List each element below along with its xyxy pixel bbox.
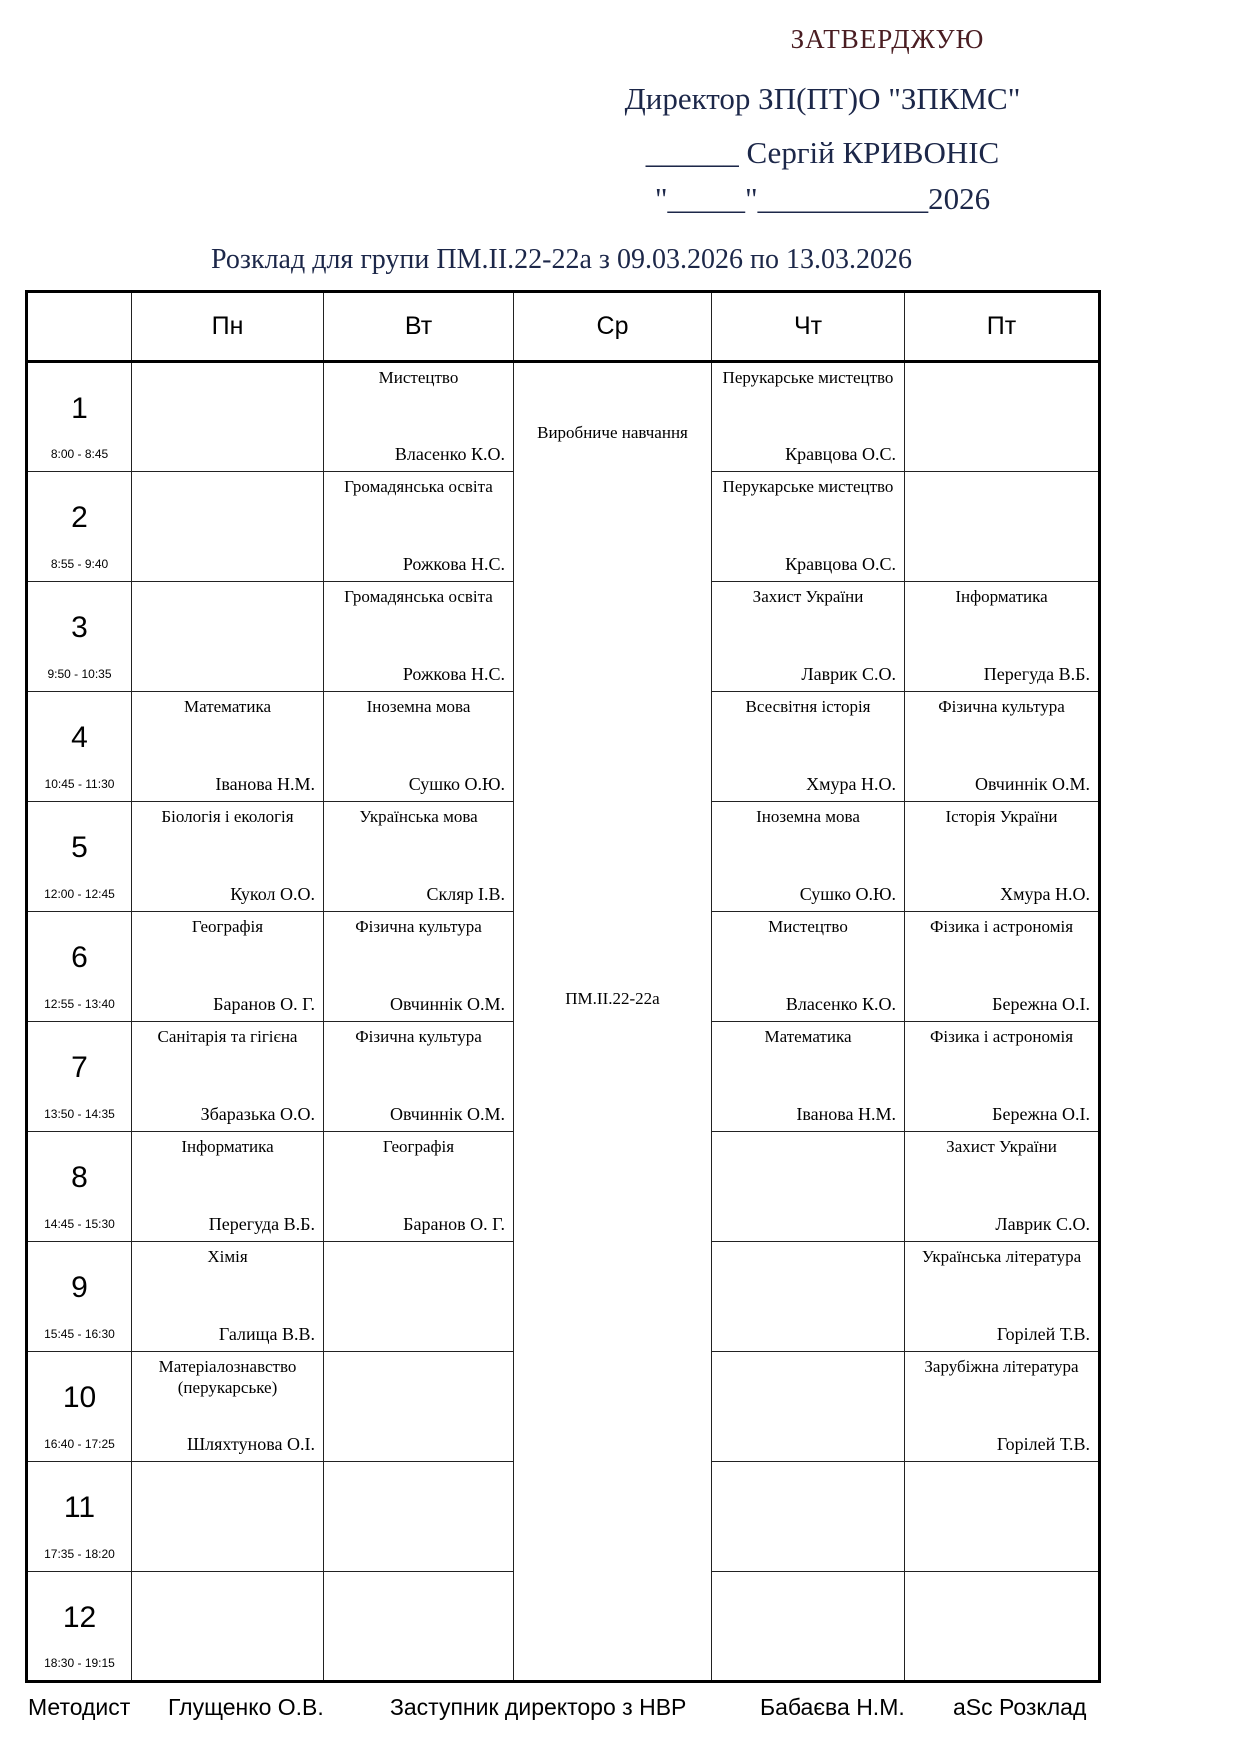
period-time: 18:30 - 19:15 [44, 1656, 115, 1670]
lesson-cell-mon [132, 1132, 324, 1242]
lesson-cell-fri [905, 692, 1100, 802]
period-number: 7 [71, 1051, 88, 1084]
lesson-cell-fri [905, 362, 1100, 472]
teacher-label: Перегуда В.Б. [208, 1214, 315, 1234]
footer-methodist-name: Глущенко О.В. [168, 1694, 324, 1720]
subject-label: Фізика і астрономія [929, 1027, 1074, 1046]
period-number: 4 [71, 721, 88, 754]
lesson-cell-thu [712, 362, 905, 472]
teacher-label: Кравцова О.С. [785, 554, 896, 574]
lesson-cell-mon [132, 912, 324, 1022]
lesson-cell-fri [905, 472, 1100, 582]
period-number: 11 [63, 1491, 96, 1524]
schedule-body [27, 362, 1100, 1682]
teacher-label: Овчиннік О.М. [389, 994, 505, 1014]
subject-label: Математика [183, 697, 272, 716]
period-time: 14:45 - 15:30 [44, 1217, 115, 1231]
lesson-cell-tue [324, 1352, 514, 1462]
subject-label: Фізична культура [355, 917, 482, 936]
subject-label: Мистецтво [378, 368, 459, 387]
lesson-cell-tue [324, 1242, 514, 1352]
subject-label: Хімія [207, 1247, 248, 1266]
wednesday-group-label: ПМ.ІІ.22-22а [565, 988, 660, 1008]
lesson-cell-thu [712, 582, 905, 692]
teacher-label: Горілей Т.В. [996, 1324, 1090, 1344]
footer-deputy-name: Бабаєва Н.М. [760, 1694, 905, 1720]
period-cell [27, 362, 132, 472]
page-title: Розклад для групи ПМ.ІІ.22-22а з 09.03.2026 по 13.03.2026 [211, 244, 912, 275]
lesson-cell-tue [324, 1572, 514, 1682]
teacher-label: Іванова Н.М. [215, 774, 315, 794]
subject-label: Інформатика [181, 1137, 274, 1156]
teacher-label: Іванова Н.М. [796, 1104, 896, 1124]
lesson-cell-fri [905, 1462, 1100, 1572]
footer [0, 1694, 1241, 1728]
teacher-label: Бережна О.І. [992, 1104, 1090, 1124]
lesson-cell-tue [324, 912, 514, 1022]
period-number: 9 [71, 1271, 88, 1304]
subject-label: Фізика і астрономія [929, 917, 1074, 936]
corner-cell [27, 292, 132, 362]
subject-label: Географія [382, 1137, 455, 1156]
lesson-cell-thu [712, 1462, 905, 1572]
period-time: 17:35 - 18:20 [44, 1547, 115, 1561]
period-cell [27, 1462, 132, 1572]
signature-line: ______ Сергій КРИВОНІС [645, 135, 1000, 170]
period-cell [27, 582, 132, 692]
period-number: 5 [71, 831, 88, 864]
day-header-row [27, 292, 1100, 362]
lesson-cell-mon [132, 1242, 324, 1352]
period-number: 8 [71, 1161, 88, 1194]
teacher-label: Скляр І.В. [426, 884, 505, 904]
lesson-cell-fri [905, 1242, 1100, 1352]
period-cell [27, 1572, 132, 1682]
lesson-cell-fri [905, 1572, 1100, 1682]
date-line: "_____"___________2026 [654, 181, 991, 216]
teacher-label: Збаразька О.О. [200, 1104, 315, 1124]
teacher-label: Власенко К.О. [394, 444, 505, 464]
day-header-3: Чт [712, 292, 905, 362]
period-number: 2 [71, 501, 88, 534]
lesson-cell-mon [132, 692, 324, 802]
lesson-cell-mon [132, 472, 324, 582]
teacher-label: Власенко К.О. [785, 994, 896, 1014]
period-cell [27, 1352, 132, 1462]
subject-label: Українська мова [359, 807, 478, 826]
teacher-label: Овчиннік О.М. [974, 774, 1090, 794]
subject-label: Захист України [752, 587, 864, 606]
teacher-label: Баранов О. Г. [213, 994, 315, 1014]
lesson-cell-tue [324, 1022, 514, 1132]
teacher-label: Хмура Н.О. [806, 774, 896, 794]
period-time: 12:00 - 12:45 [44, 887, 115, 901]
subject-label: Математика [764, 1027, 852, 1046]
lesson-cell-thu [712, 912, 905, 1022]
lesson-cell-thu [712, 692, 905, 802]
lesson-cell-mon [132, 802, 324, 912]
teacher-label: Лаврик С.О. [801, 664, 896, 684]
teacher-label: Шляхтунова О.І. [187, 1434, 315, 1454]
footer-deputy-label: Заступник директоро з НВР [390, 1694, 687, 1720]
subject-label: Іноземна мова [756, 807, 860, 826]
lesson-cell-fri [905, 582, 1100, 692]
teacher-label: Рожкова Н.С. [402, 554, 505, 574]
lesson-cell-mon [132, 362, 324, 472]
subject-label: Українська література [921, 1247, 1082, 1266]
day-header-4: Пт [905, 292, 1100, 362]
period-cell [27, 802, 132, 912]
lesson-cell-mon [132, 1462, 324, 1572]
subject-label: Інформатика [955, 587, 1048, 606]
period-cell [27, 912, 132, 1022]
period-cell [27, 472, 132, 582]
subject-label: Біологія і екологія [161, 807, 294, 826]
teacher-label: Хмура Н.О. [1000, 884, 1090, 904]
subject-label: Історія України [945, 807, 1058, 826]
period-time: 8:00 - 8:45 [50, 447, 109, 461]
teacher-label: Кукол О.О. [230, 884, 315, 904]
day-header-1: Вт [324, 292, 514, 362]
subject-label: Мистецтво [768, 917, 848, 936]
subject-label: Фізична культура [938, 697, 1065, 716]
lesson-cell-tue [324, 1462, 514, 1572]
subject-label: Перукарське мистецтво [722, 477, 894, 496]
period-number: 6 [71, 941, 88, 974]
subject-label: Громадянська освіта [344, 587, 493, 606]
teacher-label: Сушко О.Ю. [799, 884, 896, 904]
period-number: 10 [62, 1381, 97, 1414]
director-line: Директор ЗП(ПТ)О "ЗПКМС" [624, 81, 1021, 116]
period-cell [27, 1242, 132, 1352]
teacher-label: Овчиннік О.М. [389, 1104, 505, 1124]
teacher-label: Сушко О.Ю. [408, 774, 505, 794]
teacher-label: Галища В.В. [218, 1324, 315, 1344]
period-time: 9:50 - 10:35 [47, 667, 112, 681]
subject-label: Матеріалознавство (перукарське) [158, 1357, 297, 1397]
lesson-cell-mon [132, 582, 324, 692]
lesson-cell-tue [324, 1132, 514, 1242]
teacher-label: Горілей Т.В. [996, 1434, 1090, 1454]
period-number: 1 [71, 392, 88, 425]
lesson-cell-thu [712, 1242, 905, 1352]
wednesday-activity-label: Виробниче навчання [537, 423, 688, 442]
lesson-cell-fri [905, 912, 1100, 1022]
approval-stamp: ЗАТВЕРДЖУЮ [790, 24, 985, 54]
lesson-cell-tue [324, 582, 514, 692]
lesson-cell-thu [712, 1132, 905, 1242]
lesson-cell-tue [324, 692, 514, 802]
lesson-cell-fri [905, 1352, 1100, 1462]
approval-block [555, 22, 1090, 218]
lesson-cell-mon [132, 1352, 324, 1462]
footer-methodist-label: Методист [28, 1694, 131, 1720]
subject-label: Перукарське мистецтво [722, 368, 894, 387]
lesson-cell-thu [712, 1572, 905, 1682]
lesson-cell-tue [324, 362, 514, 472]
lesson-cell-mon [132, 1022, 324, 1132]
lesson-cell-thu [712, 802, 905, 912]
subject-label: Всесвітня історія [745, 697, 871, 716]
lesson-cell-thu [712, 1352, 905, 1462]
subject-label: Громадянська освіта [344, 477, 493, 496]
period-time: 10:45 - 11:30 [44, 777, 115, 791]
teacher-label: Баранов О. Г. [403, 1214, 505, 1234]
period-time: 8:55 - 9:40 [50, 557, 109, 571]
period-time: 13:50 - 14:35 [44, 1107, 115, 1121]
period-cell [27, 692, 132, 802]
period-time: 12:55 - 13:40 [44, 997, 115, 1011]
subject-label: Зарубіжна література [924, 1357, 1079, 1376]
period-number: 12 [62, 1601, 97, 1634]
teacher-label: Бережна О.І. [992, 994, 1090, 1014]
lesson-cell-thu [712, 1022, 905, 1132]
lesson-cell-tue [324, 802, 514, 912]
subject-label: Географія [191, 917, 264, 936]
wednesday-merged-cell [514, 362, 712, 1682]
teacher-label: Рожкова Н.С. [402, 664, 505, 684]
subject-label: Іноземна мова [366, 697, 471, 716]
teacher-label: Кравцова О.С. [785, 444, 896, 464]
subject-label: Захист України [946, 1137, 1057, 1156]
period-time: 16:40 - 17:25 [44, 1437, 115, 1451]
lesson-cell-mon [132, 1572, 324, 1682]
schedule-table [25, 290, 1101, 1683]
teacher-label: Лаврик С.О. [995, 1214, 1090, 1234]
period-cell [27, 1022, 132, 1132]
lesson-cell-fri [905, 1022, 1100, 1132]
period-number: 3 [71, 611, 88, 644]
lesson-cell-fri [905, 1132, 1100, 1242]
day-header-0: Пн [132, 292, 324, 362]
day-header-2: Ср [514, 292, 712, 362]
schedule-row-1 [27, 362, 1100, 472]
period-time: 15:45 - 16:30 [44, 1327, 115, 1341]
lesson-cell-tue [324, 472, 514, 582]
footer-asc-brand: aSc Розклад [953, 1694, 1087, 1720]
subject-label: Санітарія та гігієна [157, 1027, 298, 1046]
lesson-cell-fri [905, 802, 1100, 912]
subject-label: Фізична культура [355, 1027, 482, 1046]
period-cell [27, 1132, 132, 1242]
lesson-cell-thu [712, 472, 905, 582]
teacher-label: Перегуда В.Б. [983, 664, 1090, 684]
